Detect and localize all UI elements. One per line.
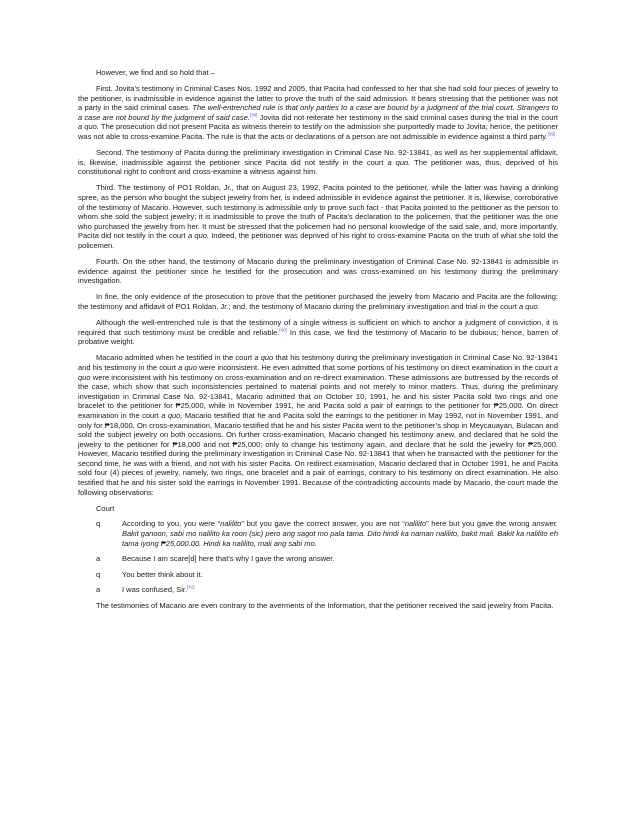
paragraph-in-fine [78, 292, 558, 311]
intro-paragraph: However, we find and so hold that – [96, 68, 215, 77]
qa-mark: a [96, 585, 101, 595]
footnote-41-link[interactable]: [41] [187, 584, 195, 590]
paragraph-macario [78, 353, 558, 497]
qa-item [78, 554, 558, 564]
although-text-b: In this case, we find the testimony of Macario to be dubious; hence, barren of probative weight. [78, 327, 558, 347]
first-text-a: First. Jovita’s testimony in Criminal Cases Nos. 1992 and 2005, that Pacita had confessed to her that she had sold four pieces of jewelry to the petitioner, is inadmissible in evidence against the latter to prove the truth of the said admission. It bears stressing that the petitioner was not a party in the said criminal cases. [78, 84, 558, 113]
macario-a-quo-4: a quo, [161, 410, 183, 420]
qa-mark: q [96, 569, 101, 579]
macario-text-d: were inconsistent with his testimony on cross-examination and on re-direct examination. These admissions are buttressed by the records of the case, which show that such inconsistencies pertained to material points and not merely to minor matters. Thus, during the preliminary investigation in Criminal Case No. 92-13841, Macario admitted that on October 10, 1991, he and his sister Pacita sold two rings and one bracelet to the petitioner for ₱25,000, while in November 1991, he and Pacita sold a pair of earrings to the petitioner for ₱25,000. On direct examination in the court [78, 372, 558, 420]
paragraph-third [78, 183, 558, 250]
second-text-a: Second. The testimony of Pacita during the preliminary investigation in Criminal Case No. 92-13841, as well as her supplemental affidavit, is, likewise, inadmissible against the petitioner since Pacita did not testify in the court [78, 148, 558, 167]
qa-item [78, 519, 558, 548]
third-text-a: Third. The testimony of PO1 Roldan, Jr., that on August 23, 1992, Pacita pointed to the petitioner, while the latter was having a drinking spree, as the person who bought the subject jewelry from her, is indeed admissible in evidence against the petitioner. It is, likewise, corroborative of the testimony of Macario. However, such testimony is admissible only to prove such fact - that Pacita pointed to the petitioner as the person to whom she sold the subject jewelry; it is inadmissible to prove the truth of Pacita's declaration to the policemen, that the petitioner was the one who purchased the jewelry from her. It must be stressed that the policemen had no personal knowledge of the said sale, and, more importantly, Pacita did not testify in the court [78, 183, 558, 241]
qa-item [78, 570, 558, 580]
paragraph-closing: The testimonies of Macario are even contrary to the averments of the Information, that the petitioner received the said jewelry from Pacita. [96, 600, 554, 610]
qa-text: Because I am scare[d] here that’s why I gave the wrong answer. [122, 554, 335, 564]
court-label: Court [96, 503, 115, 513]
qa-tagalog-text: Bakit ganoon, sabi mo nalilito ka roon (sic) pero ang sagot mo pala tama. Dito hindi ka naman nalilito, bakit mali. Bakit ka nalilito eh tama iyong ₱25,000.00. Hindi ka nalilito, mali ang sabi mo. [122, 528, 558, 548]
qa-text: According to you, you were “nalilito” but you gave the correct answer, you are not “nalilito” here but you gave the wrong answer. Bakit ganoon, sabi mo nalilito ka roon (sic) pero ang sagot mo pala tama. Dito hindi ka naman nalilito, bakit mali. Bakit ka nalilito eh tama iyong ₱25,000.00. Hindi ka nalilito, mali ang sabi mo. [122, 519, 559, 548]
footnote-40-link[interactable]: [40] [279, 327, 287, 333]
macario-a-quo-3: a quo [78, 362, 558, 382]
third-text-b: Indeed, the petitioner was deprived of his right to cross-examine Pacita on the truth of what she told the policemen. [78, 231, 558, 250]
paragraph-second [78, 148, 558, 177]
paragraph-first [78, 84, 558, 142]
macario-text-a: Macario admitted when he testified in the court [96, 353, 253, 363]
although-text-a: Although the well-entrenched rule is that the testimony of a single witness is sufficient on which to anchor a judgment of conviction, it is required that such testimony must be credible and reliable. [78, 318, 558, 337]
macario-text-c: were inconsistent. He even admitted that some portions of his testimony on direct examination in the court [199, 362, 552, 372]
qa-text: You better think about it. [122, 569, 203, 579]
fine-a-quo: a quo. [518, 301, 540, 311]
qa-text: I was confused, Sir.[41] [122, 584, 195, 595]
paragraph-although [78, 318, 558, 347]
macario-text-e: Macario testified that he and Pacita sold the earrings to the petitioner in May 1992, not in November 1991, and only for ₱18,000. On cross-examination, Macario testified that he and his sister Pacita went to the petitioner’s shop in Meycauayan, Bulacan and sold the subject jewelry on both occasions. On further cross-examination, Macario changed his testimony anew, and declared that he sold the jewelry to the petitioner for ₱18,000 and not ₱25,000; only to change his testimony again, and declare that he sold the jewelry for ₱25,000. However, Macario testified during the preliminary investigation in Criminal Case No. 92-13841 that when he transacted with the petitioner for the second time, he was with a friend, and not with his sister Pacita. On redirect examination, Macario declared that in October 1991, he and Pacita sold four (4) pieces of jewelry, namely, two rings, one bracelet and a pair of earrings, contrary to his testimony on direct examination. He also testified that he and his sister sold the earrings in November 1991. Because of the contradicting accounts made by Macario, the court made the following observations: [78, 410, 559, 497]
qa-mark: q [96, 519, 101, 529]
fine-text: In fine, the only evidence of the prosecution to prove that the petitioner purchased the jewelry from Macario and Pacita are the following: the testimony and affidavit of PO1 Roldan, Jr.; and, the testimony of Macario during the preliminary investigation and trial in the court [78, 292, 558, 311]
paragraph-fourth: Fourth. On the other hand, the testimony of Macario during the preliminary investigation of Criminal Case No. 92-13841 is admissible in evidence against the petitioner since he testified for the prosecution and was cross-examined on his testimony during the preliminary investigation. [78, 257, 558, 286]
second-text-b: The petitioner was, thus, deprived of his constitutional right to confront and cross-examine a witness against him. [78, 157, 559, 177]
footnote-39-link[interactable]: [39] [547, 131, 556, 137]
third-a-quo: a quo. [187, 231, 210, 241]
first-a-quo: a quo. [78, 122, 99, 132]
first-text-d: The prosecution did not present Pacita as witness therein to testify on the admission she purportedly made to Jovita; hence, the petitioner was not able to cross-examine Pacita. The rule is that the acts or declarations of a person are not admissible in evidence against a third party. [78, 122, 558, 142]
macario-a-quo-2: a quo [178, 362, 197, 372]
first-text-c: Jovita did not reiterate her testimony in the said criminal cases during the trial in the court [259, 112, 558, 122]
second-a-quo: a quo. [387, 157, 411, 167]
qa-item [78, 585, 558, 595]
footnote-38-link[interactable]: [38] [249, 112, 258, 118]
first-emphasis: The well-entrenched rule is that only parties to a case are bound by a judgment of the trial court. Strangers to a case are not bound by the judgment of said case. [78, 103, 558, 122]
qa-mark: a [96, 554, 101, 564]
macario-a-quo-1: a quo [254, 353, 274, 363]
macario-text-b: that his testimony during the preliminary investigation in Criminal Case No. 92-13841 and his testimony in the court [78, 353, 558, 372]
